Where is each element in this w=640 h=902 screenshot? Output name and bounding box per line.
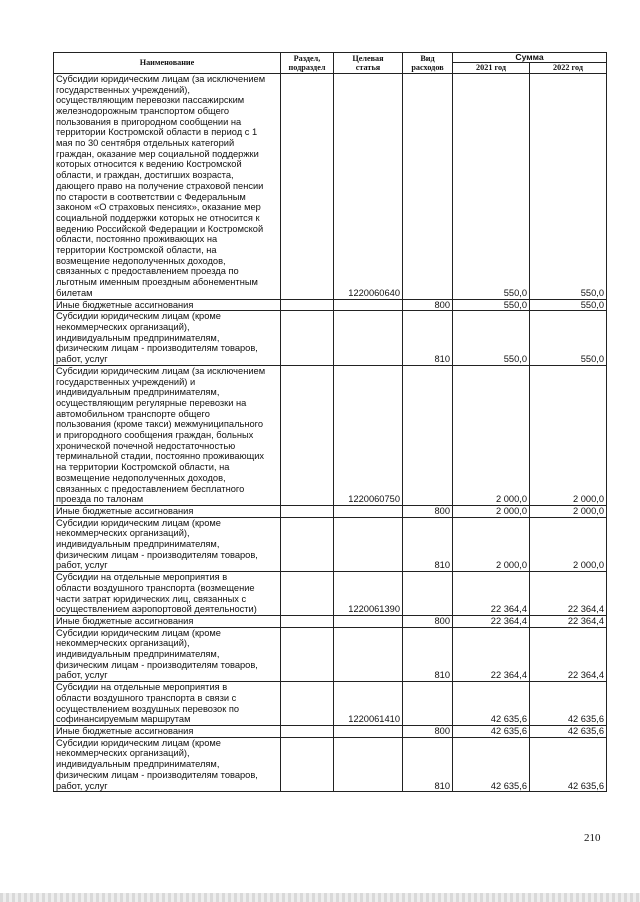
table-row bbox=[54, 517, 607, 572]
row-expense-cell: 810 bbox=[403, 627, 453, 682]
budget-table bbox=[53, 52, 607, 792]
table-header bbox=[54, 53, 607, 74]
row-amount-2021-cell: 22 364,4 bbox=[453, 615, 530, 627]
row-expense-cell: 800 bbox=[403, 505, 453, 517]
header-name: Наименование bbox=[54, 53, 281, 74]
row-name-cell: Субсидии юридическим лицам (кроме некоммерческих организаций), индивидуальным предпринимателям, физическим лицам - производителям товаров, работ, услуг bbox=[54, 517, 281, 572]
row-expense-cell: 810 bbox=[403, 517, 453, 572]
row-amount-2022-cell: 550,0 bbox=[530, 299, 607, 311]
table-row bbox=[54, 505, 607, 517]
row-amount-2022-cell: 42 635,6 bbox=[530, 682, 607, 726]
row-target-cell bbox=[334, 627, 403, 682]
row-target-cell: 1220061390 bbox=[334, 572, 403, 616]
table-row bbox=[54, 726, 607, 738]
row-target-cell: 1220060640 bbox=[334, 73, 403, 299]
row-name-cell: Субсидии на отдельные мероприятия в области воздушного транспорта (возмещение части затрат юридических лиц, связанных с осуществлением аэропортовой деятельности) bbox=[54, 572, 281, 616]
row-expense-cell bbox=[403, 73, 453, 299]
row-expense-cell: 800 bbox=[403, 615, 453, 627]
row-amount-2021-cell: 2 000,0 bbox=[453, 517, 530, 572]
table-row bbox=[54, 737, 607, 792]
table-row bbox=[54, 73, 607, 299]
row-section-cell bbox=[281, 737, 334, 792]
page-number: 210 bbox=[584, 832, 601, 844]
row-amount-2021-cell: 550,0 bbox=[453, 311, 530, 366]
row-amount-2022-cell: 2 000,0 bbox=[530, 505, 607, 517]
table-row bbox=[54, 299, 607, 311]
header-year-2022: 2022 год bbox=[530, 63, 607, 73]
row-target-cell bbox=[334, 517, 403, 572]
row-amount-2022-cell: 2 000,0 bbox=[530, 365, 607, 505]
header-target: Целевая статья bbox=[334, 53, 403, 74]
table-row bbox=[54, 311, 607, 366]
row-section-cell bbox=[281, 505, 334, 517]
row-target-cell bbox=[334, 737, 403, 792]
row-name-cell: Субсидии юридическим лицам (за исключением государственных учреждений) и индивидуальным предпринимателям, осуществляющим регулярные перевозки на автомобильном транспорте общего пользования (кроме такси) межмуниципального и пригородного сообщения граждан, больных хронической почечной недостаточностью терминальной стадии, постоянно проживающих на территории Костромской области, на возмещение недополученных доходов, связанных с предоставлением бесплатного проезда по талонам bbox=[54, 365, 281, 505]
row-expense-cell: 810 bbox=[403, 311, 453, 366]
scan-edge-strip bbox=[0, 893, 640, 902]
row-section-cell bbox=[281, 517, 334, 572]
row-expense-cell bbox=[403, 682, 453, 726]
row-amount-2022-cell: 22 364,4 bbox=[530, 615, 607, 627]
row-amount-2021-cell: 22 364,4 bbox=[453, 572, 530, 616]
table-row bbox=[54, 365, 607, 505]
row-expense-cell bbox=[403, 365, 453, 505]
row-amount-2021-cell: 550,0 bbox=[453, 73, 530, 299]
table-row bbox=[54, 627, 607, 682]
table-row bbox=[54, 682, 607, 726]
row-amount-2021-cell: 550,0 bbox=[453, 299, 530, 311]
row-name-cell: Субсидии на отдельные мероприятия в области воздушного транспорта в связи с осуществлением воздушных перевозок по софинансируемым маршрутам bbox=[54, 682, 281, 726]
row-expense-cell: 810 bbox=[403, 737, 453, 792]
row-name-cell: Субсидии юридическим лицам (кроме некоммерческих организаций), индивидуальным предпринимателям, физическим лицам - производителям товаров, работ, услуг bbox=[54, 627, 281, 682]
row-expense-cell: 800 bbox=[403, 299, 453, 311]
row-amount-2021-cell: 2 000,0 bbox=[453, 365, 530, 505]
row-section-cell bbox=[281, 311, 334, 366]
table-body bbox=[54, 73, 607, 791]
table-row bbox=[54, 572, 607, 616]
row-name-cell: Субсидии юридическим лицам (за исключением государственных учреждений), осуществляющим перевозки пассажирским железнодорожным транспортом общего пользования в пригородном сообщении на территории Костромской области в период с 1 мая по 30 сентября отдельных категорий граждан, оказание мер социальной поддержки которых относится к ведению Костромской области, и граждан, достигших возраста, дающего право на получение страховой пенсии по старости в соответствии с Федеральным законом «О страховых пенсиях», оказание мер социальной поддержки которых не относится к ведению Российской Федерации и Костромской области, постоянно проживающих на территории Костромской области, на возмещение недополученных доходов, связанных с предоставлением проезда по льготным именным проездным абонементным билетам bbox=[54, 73, 281, 299]
row-target-cell: 1220061410 bbox=[334, 682, 403, 726]
header-year-2021: 2021 год bbox=[453, 63, 530, 73]
row-section-cell bbox=[281, 627, 334, 682]
row-section-cell bbox=[281, 726, 334, 738]
row-name-cell: Иные бюджетные ассигнования bbox=[54, 726, 281, 738]
row-section-cell bbox=[281, 365, 334, 505]
row-amount-2021-cell: 42 635,6 bbox=[453, 726, 530, 738]
row-target-cell bbox=[334, 299, 403, 311]
row-amount-2022-cell: 550,0 bbox=[530, 311, 607, 366]
row-target-cell bbox=[334, 505, 403, 517]
table-row bbox=[54, 615, 607, 627]
row-amount-2022-cell: 22 364,4 bbox=[530, 627, 607, 682]
row-amount-2021-cell: 22 364,4 bbox=[453, 627, 530, 682]
row-target-cell bbox=[334, 615, 403, 627]
row-name-cell: Иные бюджетные ассигнования bbox=[54, 615, 281, 627]
row-section-cell bbox=[281, 299, 334, 311]
row-section-cell bbox=[281, 615, 334, 627]
header-section: Раздел, подраздел bbox=[281, 53, 334, 74]
row-amount-2022-cell: 550,0 bbox=[530, 73, 607, 299]
row-name-cell: Иные бюджетные ассигнования bbox=[54, 299, 281, 311]
row-expense-cell: 800 bbox=[403, 726, 453, 738]
row-amount-2021-cell: 42 635,6 bbox=[453, 682, 530, 726]
row-amount-2022-cell: 42 635,6 bbox=[530, 726, 607, 738]
row-section-cell bbox=[281, 572, 334, 616]
header-expense: Вид расходов bbox=[403, 53, 453, 74]
row-name-cell: Иные бюджетные ассигнования bbox=[54, 505, 281, 517]
row-expense-cell bbox=[403, 572, 453, 616]
header-sum: Сумма bbox=[453, 53, 607, 63]
row-amount-2021-cell: 42 635,6 bbox=[453, 737, 530, 792]
row-amount-2022-cell: 42 635,6 bbox=[530, 737, 607, 792]
row-amount-2021-cell: 2 000,0 bbox=[453, 505, 530, 517]
row-target-cell bbox=[334, 311, 403, 366]
row-name-cell: Субсидии юридическим лицам (кроме некоммерческих организаций), индивидуальным предпринимателям, физическим лицам - производителям товаров, работ, услуг bbox=[54, 737, 281, 792]
row-target-cell bbox=[334, 726, 403, 738]
row-amount-2022-cell: 22 364,4 bbox=[530, 572, 607, 616]
row-amount-2022-cell: 2 000,0 bbox=[530, 517, 607, 572]
row-section-cell bbox=[281, 73, 334, 299]
row-target-cell: 1220060750 bbox=[334, 365, 403, 505]
row-section-cell bbox=[281, 682, 334, 726]
row-name-cell: Субсидии юридическим лицам (кроме некоммерческих организаций), индивидуальным предпринимателям, физическим лицам - производителям товаров, работ, услуг bbox=[54, 311, 281, 366]
